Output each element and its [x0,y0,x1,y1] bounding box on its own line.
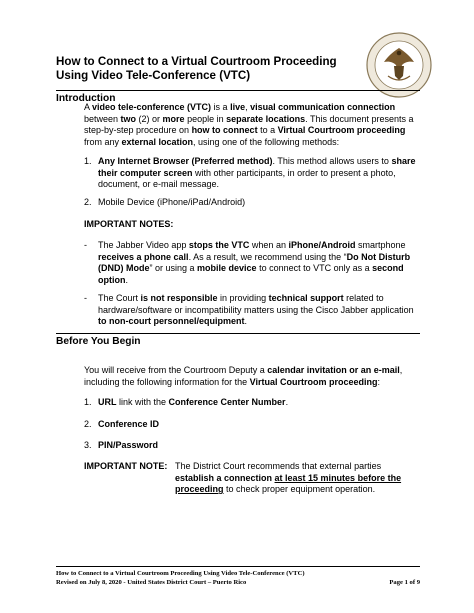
note-jabber-phone-call: The Jabber Video app stops the VTC when an iPhone/Android smartphone receives a phone call. As a result, we recommend using the “Do Not Disturb (DND) Mode” or using a mobile device to connect to VTC only as a second option. [98,240,411,285]
intro-heading: Introduction [56,93,116,104]
important-note-text: The District Court recommends that external parties establish a connection at least 15 minutes before the proceeding to check proper equipment operation. [175,461,402,495]
info-number-2: 2. [84,419,92,429]
info-item-conference-id: Conference ID [98,419,160,429]
footer-rule [56,566,420,567]
page-number: Page 1 of 9 [389,579,420,586]
before-heading: Before You Begin [56,336,141,347]
before-paragraph: You will receive from the Courtroom Deputy a calendar invitation or an e-mail, including the following information for the Virtual Courtroom proceeding: [84,365,403,387]
footer-line-1: How to Connect to a Virtual Courtroom Proceeding Using Video Tele-Conference (VTC) [56,570,305,577]
method-item-mobile: Mobile Device (iPhone/iPad/Android) [98,197,246,207]
note-dash-1: - [84,240,87,250]
important-notes-heading: IMPORTANT NOTES: [84,219,174,229]
info-number-3: 3. [84,440,92,450]
method-number-2: 2. [84,197,92,207]
info-number-1: 1. [84,397,92,407]
method-number-1: 1. [84,156,92,166]
info-item-pin: PIN/Password [98,440,159,450]
note-dash-2: - [84,293,87,303]
footer-line-2: Revised on July 8, 2020 - United States District Court – Puerto Rico [56,579,247,586]
page-title [56,55,356,83]
court-seal-icon [366,32,432,98]
note-court-not-responsible: The Court is not responsible in providing technical support related to hardware/software or incompatibility matters using the Cisco Jabber application to non-court personnel/equipment. [98,293,414,327]
important-note-label: IMPORTANT NOTE: [84,461,168,471]
method-item-browser: Any Internet Browser (Preferred method). This method allows users to share their computer screen with other participants, in order to present a photo, document, or e-mail message. [98,156,416,190]
intro-paragraph: A video tele-conference (VTC) is a live, visual communication connection between two (2) or more people in separate locations. This document presents a step-by-step procedure on how to connect to a Virtual Courtroom proceeding from any external location, using one of the following methods: [84,102,414,147]
title-line-2: Using Video Tele-Conference (VTC) [56,69,251,82]
section-rule [56,333,420,334]
title-rule [56,90,420,91]
info-item-url: URL link with the Conference Center Number. [98,397,289,407]
title-line-1: How to Connect to a Virtual Courtroom Proceeding [56,55,337,68]
